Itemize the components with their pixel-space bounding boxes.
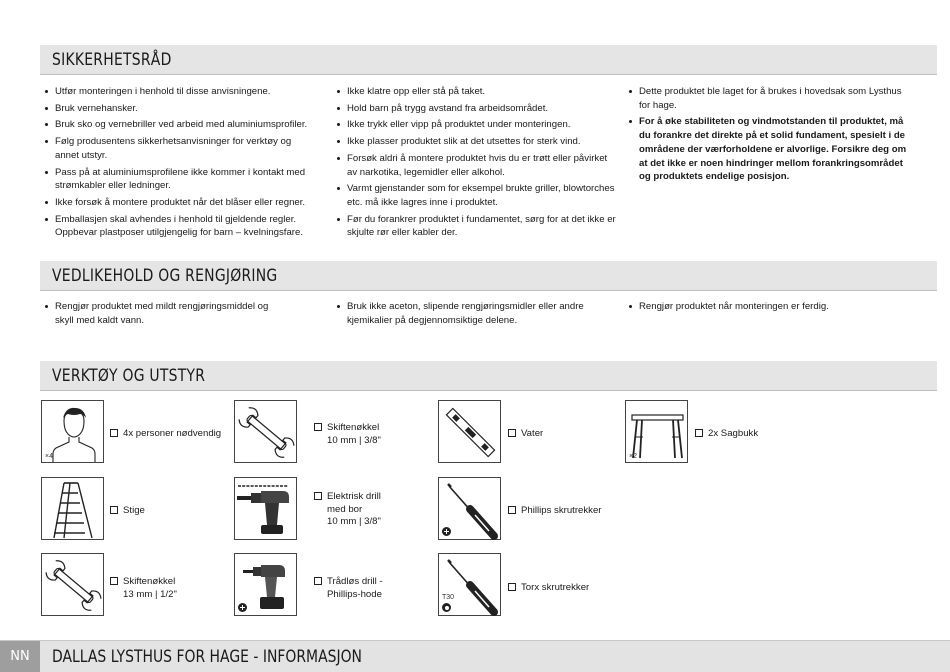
checkbox[interactable] [508,583,516,591]
list-item: Følg produsentens sikkerhetsanvisninger for verktøy og annet utstyr. [44,135,314,162]
page-number: NN [0,641,40,672]
list-item: Rengjør produktet når monteringen er ferdig. [628,300,913,314]
list-item: Ikke plasser produktet slik at det utsettes for sterk vind. [336,135,618,149]
maintenance-list-col1 [44,300,289,330]
checkbox[interactable] [110,577,118,585]
checkbox[interactable] [508,429,516,437]
list-item: Bruk ikke aceton, slipende rengjøringsmidler eller andre kjemikalier på degjennomsiktige delene. [336,300,611,327]
tool-item-wrench-13mm[interactable]: Skiftenøkkel 13 mm | 1/2" [110,576,177,601]
tool-item-torx-screwdriver[interactable]: Torx skrutrekker [508,582,589,595]
list-item: Bruk sko og vernebriller ved arbeid med aluminiumsprofiler. [44,118,314,132]
maintenance-section-title: VEDLIKEHOLD OG RENGJØRING [52,266,278,286]
list-item: Ikke klatre opp eller stå på taket. [336,85,618,99]
checkbox[interactable] [508,506,516,514]
list-item: Rengjør produktet med mildt rengjøringsmiddel og skyll med kaldt vann. [44,300,289,327]
maintenance-list-col3 [628,300,913,317]
page-footer [0,640,950,672]
tools-section-header [40,361,937,391]
list-item: Dette produktet ble laget for å brukes i hovedsak som Lysthus for hage. [628,85,913,112]
tool-wrench-13mm [41,553,104,616]
list-item: Bruk vernehansker. [44,102,314,116]
tool-sawhorse [625,400,688,463]
tool-item-electric-drill[interactable]: Elektrisk drill med bor 10 mm | 3/8" [314,491,381,529]
list-item: Ikke trykk eller vipp på produktet under monteringen. [336,118,618,132]
tools-section-title: VERKTØY OG UTSTYR [52,366,206,386]
footer-title: DALLAS LYSTHUS FOR HAGE - INFORMASJON [52,647,362,667]
torx-head-icon [442,603,451,612]
list-item: Utfør monteringen i henhold til disse anvisningene. [44,85,314,99]
safety-list-col1 [44,85,314,243]
tool-ladder [41,477,104,540]
wrench-icon [235,401,298,464]
tool-spirit-level [438,400,501,463]
multiplier-label: ×2 [629,453,637,460]
safety-list-col2 [336,85,618,243]
spirit-level-icon [439,401,502,464]
wrench-icon [42,554,105,617]
checkbox[interactable] [314,423,322,431]
tool-item-ladder[interactable]: Stige [110,505,145,518]
electric-drill-icon [235,478,298,541]
tool-cordless-drill [234,553,297,616]
phillips-head-icon [238,603,247,612]
ladder-icon [42,478,105,541]
tool-electric-drill [234,477,297,540]
list-item: Varmt gjenstander som for eksempel brukte griller, blowtorches etc. må ikke lagres inne i produktet. [336,182,618,209]
safety-section-title: SIKKERHETSRÅD [52,50,172,70]
list-item: Pass på at aluminiumsprofilene ikke kommer i kontakt med strømkabler eller ledninger. [44,166,314,193]
phillips-head-icon [442,527,451,536]
tool-item-cordless-drill[interactable]: Trådløs drill - Phillips-hode [314,576,383,601]
tool-phillips-screwdriver [438,477,501,540]
list-item: Hold barn på trygg avstand fra arbeidsområdet. [336,102,618,116]
checkbox[interactable] [314,492,322,500]
list-item: Ikke forsøk å montere produktet når det blåser eller regner. [44,196,314,210]
checkbox[interactable] [110,506,118,514]
multiplier-label: ×4 [45,453,53,460]
tool-wrench-10mm [234,400,297,463]
checkbox[interactable] [695,429,703,437]
tool-person [41,400,104,463]
torx-size-label: T30 [442,594,455,601]
safety-section-header [40,45,937,75]
tool-item-persons[interactable]: 4x personer nødvendig [110,428,221,441]
tool-item-phillips-screwdriver[interactable]: Phillips skrutrekker [508,505,602,518]
safety-list-col3 [628,85,913,187]
list-item-important: For å øke stabiliteten og vindmotstanden til produktet, må du forankre det direkte på et solid fundament, spesielt i de områdene der værforholdene er alvorlige. Forsikre deg om at det ikke er noen hindringer mellom forankringsområdet og produktets endelige posisjon. [628,115,913,184]
maintenance-section-header [40,261,937,291]
tool-item-wrench-10mm[interactable]: Skiftenøkkel 10 mm | 3/8" [314,422,381,447]
list-item: Før du forankrer produktet i fundamentet, sørg for at det ikke er skjulte rør eller kabler der. [336,213,618,240]
tool-item-spirit-level[interactable]: Vater [508,428,543,441]
maintenance-list-col2 [336,300,611,330]
tool-item-sawhorse[interactable]: 2x Sagbukk [695,428,758,441]
checkbox[interactable] [110,429,118,437]
list-item: Forsøk aldri å montere produktet hvis du er trøtt eller påvirket av narkotika, legemidler eller alkohol. [336,152,618,179]
list-item: Emballasjen skal avhendes i henhold til gjeldende regler. Oppbevar plastposer utilgjengelig for barn – kvelningsfare. [44,213,314,240]
tool-torx-screwdriver [438,553,501,616]
checkbox[interactable] [314,577,322,585]
